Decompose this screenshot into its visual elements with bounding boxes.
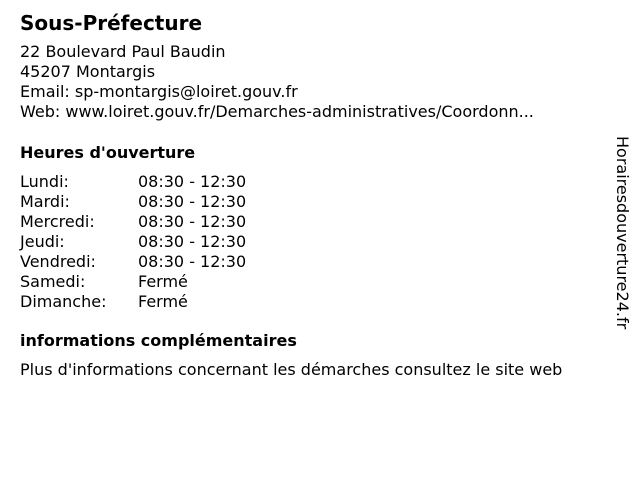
hours-row-saturday (20, 272, 600, 292)
hours-row-monday (20, 172, 600, 192)
web-line (20, 102, 600, 122)
email-label: Email: (20, 82, 70, 101)
web-link[interactable]: www.loiret.gouv.fr/Demarches-administratives/Coordonn... (65, 102, 534, 121)
hours-table (20, 172, 600, 312)
time-value: 08:30 - 12:30 (138, 252, 247, 271)
day-label: Vendredi: (20, 252, 96, 271)
brand-watermark: Horairesdouverture24.fr (613, 136, 632, 330)
day-label: Samedi: (20, 272, 86, 291)
hours-row-wednesday (20, 212, 600, 232)
info-text: Plus d'informations concernant les démarches consultez le site web (20, 360, 563, 379)
page-title: Sous-Préfecture (20, 11, 203, 35)
hours-row-thursday (20, 232, 600, 252)
time-value: 08:30 - 12:30 (138, 232, 247, 251)
time-value: 08:30 - 12:30 (138, 192, 247, 211)
hours-row-friday (20, 252, 600, 272)
web-label: Web: (20, 102, 61, 121)
day-label: Lundi: (20, 172, 69, 191)
address-street: 22 Boulevard Paul Baudin (20, 42, 226, 61)
hours-row-tuesday (20, 192, 600, 212)
time-value: Fermé (138, 292, 188, 311)
time-value: 08:30 - 12:30 (138, 212, 247, 231)
time-value: Fermé (138, 272, 188, 291)
email-link[interactable]: sp-montargis@loiret.gouv.fr (74, 82, 298, 101)
day-label: Dimanche: (20, 292, 107, 311)
hours-row-sunday (20, 292, 600, 312)
day-label: Mardi: (20, 192, 70, 211)
info-title: informations complémentaires (20, 331, 297, 350)
time-value: 08:30 - 12:30 (138, 172, 247, 191)
day-label: Jeudi: (20, 232, 65, 251)
office-card (20, 10, 600, 380)
email-line (20, 82, 600, 102)
address-city: 45207 Montargis (20, 62, 156, 81)
day-label: Mercredi: (20, 212, 95, 231)
hours-title: Heures d'ouverture (20, 143, 196, 162)
